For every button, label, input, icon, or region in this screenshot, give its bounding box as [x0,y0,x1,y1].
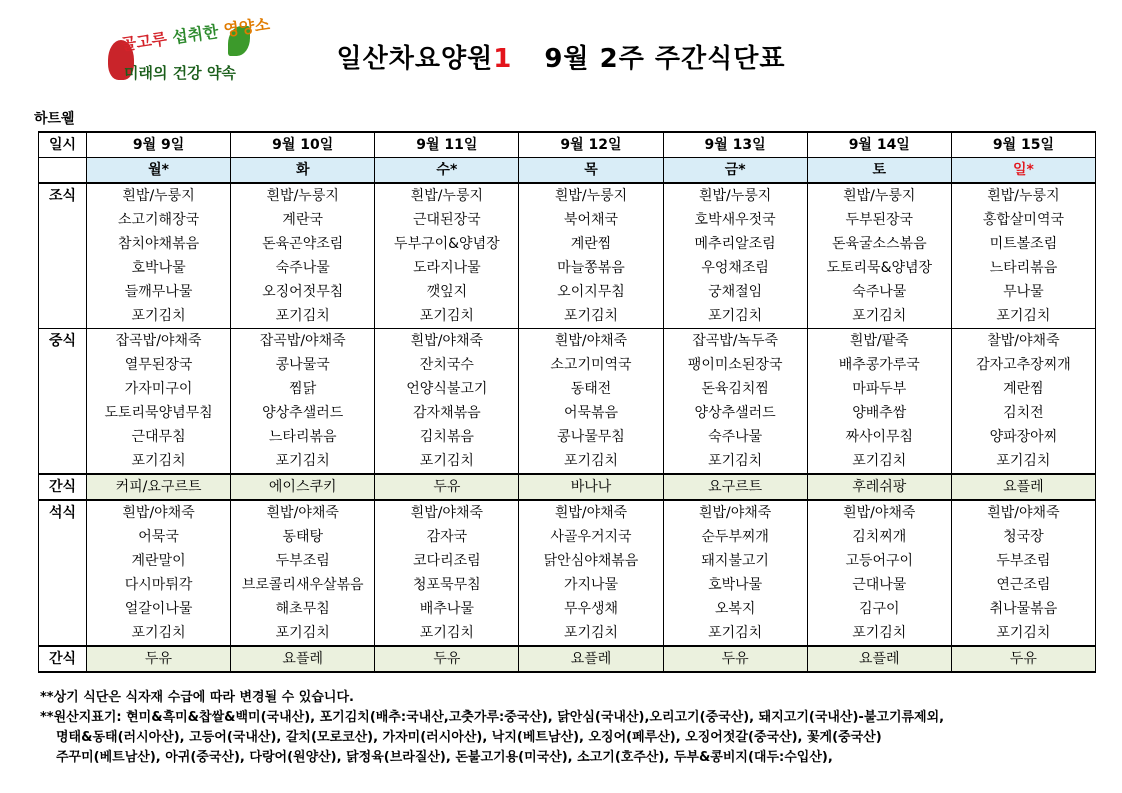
menu-item: 들깨무나물 [87,280,231,304]
menu-item: 호박나물 [87,256,231,280]
menu-item: 홍합살미역국 [951,208,1095,232]
weekday-cell: 수* [375,158,519,184]
weekday-cell: 화 [231,158,375,184]
snack-item: 요플레 [519,646,663,672]
dinner-row [39,525,1096,549]
origin-text-2: 명태&동태(러시아산), 고등어(국내산), 갈치(모로코산), 가자미(러시아산), 낙지(베트남산), 오징어(페루산), 오징어젓갈(중국산), 꽃게(중국산) [56,730,882,745]
weekday-cell: 일* [951,158,1095,184]
snack-item: 두유 [375,646,519,672]
date-cell: 9월 15일 [951,132,1095,158]
menu-item: 감자채볶음 [375,401,519,425]
menu-item: 무나물 [951,280,1095,304]
menu-item: 흰밥/야채죽 [663,500,807,525]
menu-item: 두부구이&양념장 [375,232,519,256]
snack-item: 두유 [663,646,807,672]
dinner-row [39,621,1096,646]
menu-item: 우엉채조림 [663,256,807,280]
menu-item: 다시마튀각 [87,573,231,597]
menu-item: 짜사이무침 [807,425,951,449]
menu-item: 포기김치 [375,621,519,646]
menu-item: 연근조림 [951,573,1095,597]
menu-item: 감자고추장찌개 [951,353,1095,377]
snack-item: 두유 [87,646,231,672]
menu-item: 숙주나물 [807,280,951,304]
snack-item: 요플레 [807,646,951,672]
menu-item: 계란말이 [87,549,231,573]
snack1-label: 간식 [39,474,87,500]
menu-item: 도토리묵&양념장 [807,256,951,280]
menu-item: 도토리묵양념무침 [87,401,231,425]
menu-item: 두부된장국 [807,208,951,232]
lunch-row [39,425,1096,449]
lunch-row [39,449,1096,474]
menu-item: 배추나물 [375,597,519,621]
facility-name: 일산차요양원 [336,44,494,74]
menu-item: 코다리조림 [375,549,519,573]
menu-item: 청포묵무침 [375,573,519,597]
menu-item: 취나물볶음 [951,597,1095,621]
snack-item: 후레쉬팡 [807,474,951,500]
subtitle: 하트웰 [34,111,75,127]
menu-item: 잡곡밥/야채죽 [87,329,231,354]
menu-item: 포기김치 [519,449,663,474]
menu-item: 콩나물무침 [519,425,663,449]
menu-item: 느타리볶음 [231,425,375,449]
menu-item: 숙주나물 [231,256,375,280]
breakfast-row [39,183,1096,208]
menu-item: 흰밥/야채죽 [375,500,519,525]
menu-item: 무우생채 [519,597,663,621]
menu-item: 어묵볶음 [519,401,663,425]
snack-item: 요플레 [951,474,1095,500]
date-cell: 9월 14일 [807,132,951,158]
menu-item: 소고기미역국 [519,353,663,377]
menu-item: 숙주나물 [663,425,807,449]
snack-item: 요플레 [231,646,375,672]
menu-item: 근대무침 [87,425,231,449]
weekday-cell: 월* [87,158,231,184]
dinner-label: 석식 [39,500,87,646]
breakfast-row [39,232,1096,256]
weekday-cell: 금* [663,158,807,184]
corner-label: 일시 [39,132,87,158]
menu-item: 돼지불고기 [663,549,807,573]
origin-text-3: 주꾸미(베트남산), 아귀(중국산), 다랑어(원양산), 닭정육(브라질산), 돈불고기용(미국산), 소고기(호주산), 두부&콩비지(대두:수입산), [56,750,833,765]
menu-item: 포기김치 [375,304,519,329]
lunch-row [39,377,1096,401]
date-cell: 9월 13일 [663,132,807,158]
menu-item: 메추리알조림 [663,232,807,256]
breakfast-row [39,208,1096,232]
menu-item: 계란국 [231,208,375,232]
menu-item: 궁채절임 [663,280,807,304]
menu-item: 포기김치 [87,449,231,474]
menu-item: 흰밥/야채죽 [87,500,231,525]
menu-item: 어묵국 [87,525,231,549]
snack2-row [39,646,1096,672]
facility-number: 1 [493,44,513,74]
menu-item: 브로콜리새우살볶음 [231,573,375,597]
menu-item: 포기김치 [231,449,375,474]
menu-item: 배추콩가루국 [807,353,951,377]
menu-item: 흰밥/누룽지 [807,183,951,208]
menu-item: 흰밥/야채죽 [375,329,519,354]
menu-table [38,131,1096,673]
menu-item: 김치볶음 [375,425,519,449]
breakfast-label: 조식 [39,183,87,329]
menu-item: 팽이미소된장국 [663,353,807,377]
snack2-label: 간식 [39,646,87,672]
menu-item: 포기김치 [231,621,375,646]
menu-item: 포기김치 [231,304,375,329]
menu-item: 호박새우젓국 [663,208,807,232]
menu-item: 찜닭 [231,377,375,401]
dinner-row [39,500,1096,525]
menu-item: 양배추쌈 [807,401,951,425]
snack-item: 두유 [375,474,519,500]
menu-item: 가자미구이 [87,377,231,401]
logo-tagline: 미래의 건강 약속 [124,64,236,82]
week-label: 9월 2주 주간식단표 [544,44,786,74]
menu-item: 오징어젓무침 [231,280,375,304]
menu-item: 참치야채볶음 [87,232,231,256]
menu-item: 감자국 [375,525,519,549]
menu-item: 흰밥/야채죽 [519,500,663,525]
menu-item: 포기김치 [951,304,1095,329]
menu-item: 흰밥/야채죽 [231,500,375,525]
menu-item: 가지나물 [519,573,663,597]
menu-item: 포기김치 [951,621,1095,646]
origin-text-1: **원산지표기: 현미&흑미&찹쌀&백미(국내산), 포기김치(배추:국내산,고춧가루:중국산), 닭안심(국내산),오리고기(중국산), 돼지고기(국내산)-불고기류제외, [40,710,945,725]
menu-item: 콩나물국 [231,353,375,377]
menu-item: 포기김치 [807,621,951,646]
menu-item: 양상추샐러드 [663,401,807,425]
menu-item: 닭안심야채볶음 [519,549,663,573]
menu-item: 마파두부 [807,377,951,401]
date-row [39,132,1096,158]
snack1-row [39,474,1096,500]
menu-item: 흰밥/야채죽 [807,500,951,525]
menu-item: 찰밥/야채죽 [951,329,1095,354]
menu-item: 돈육김치찜 [663,377,807,401]
menu-item: 동태탕 [231,525,375,549]
menu-item: 흰밥/팥죽 [807,329,951,354]
menu-item: 언양식불고기 [375,377,519,401]
menu-item: 두부조림 [231,549,375,573]
menu-item: 포기김치 [807,304,951,329]
menu-item: 계란찜 [951,377,1095,401]
menu-item: 양파장아찌 [951,425,1095,449]
date-cell: 9월 12일 [519,132,663,158]
menu-item: 순두부찌개 [663,525,807,549]
menu-item: 두부조림 [951,549,1095,573]
menu-item: 돈육곤약조림 [231,232,375,256]
snack-item: 바나나 [519,474,663,500]
date-cell: 9월 11일 [375,132,519,158]
menu-item: 흰밥/누룽지 [375,183,519,208]
menu-item: 포기김치 [807,449,951,474]
menu-item: 김구이 [807,597,951,621]
snack-item: 요구르트 [663,474,807,500]
menu-item: 흰밥/누룽지 [87,183,231,208]
date-cell: 9월 10일 [231,132,375,158]
dinner-row [39,597,1096,621]
menu-item: 느타리볶음 [951,256,1095,280]
menu-item: 돈육굴소스볶음 [807,232,951,256]
menu-item: 포기김치 [663,621,807,646]
menu-item: 소고기해장국 [87,208,231,232]
menu-item: 근대된장국 [375,208,519,232]
dinner-row [39,549,1096,573]
menu-item: 포기김치 [663,449,807,474]
menu-item: 잔치국수 [375,353,519,377]
logo-slogan: 골고루 섭취한 영양소 [119,14,272,55]
menu-item: 포기김치 [663,304,807,329]
menu-item: 고등어구이 [807,549,951,573]
breakfast-row [39,256,1096,280]
menu-item: 사골우거지국 [519,525,663,549]
lunch-row [39,401,1096,425]
page-title [0,38,1122,75]
menu-item: 포기김치 [87,304,231,329]
menu-item: 해초무침 [231,597,375,621]
menu-item: 김치찌개 [807,525,951,549]
menu-item: 도라지나물 [375,256,519,280]
menu-item: 얼갈이나물 [87,597,231,621]
lunch-row [39,329,1096,354]
notes [40,688,944,768]
menu-item: 흰밥/누룽지 [519,183,663,208]
menu-item: 포기김치 [519,621,663,646]
menu-item: 포기김치 [375,449,519,474]
menu-item: 미트볼조림 [951,232,1095,256]
menu-item: 김치전 [951,401,1095,425]
menu-item: 열무된장국 [87,353,231,377]
date-cell: 9월 9일 [87,132,231,158]
weekday-row [39,158,1096,184]
menu-item: 호박나물 [663,573,807,597]
lunch-label: 중식 [39,329,87,475]
menu-item: 포기김치 [951,449,1095,474]
breakfast-row [39,304,1096,329]
menu-item: 흰밥/야채죽 [951,500,1095,525]
menu-item: 근대나물 [807,573,951,597]
menu-item: 흰밥/누룽지 [663,183,807,208]
menu-item: 포기김치 [519,304,663,329]
weekday-cell: 목 [519,158,663,184]
snack-item: 에이스쿠키 [231,474,375,500]
lunch-row [39,353,1096,377]
menu-item: 흰밥/누룽지 [951,183,1095,208]
menu-item: 잡곡밥/야채죽 [231,329,375,354]
menu-item: 흰밥/야채죽 [519,329,663,354]
dinner-row [39,573,1096,597]
menu-item: 양상추샐러드 [231,401,375,425]
notice-text: **상기 식단은 식자재 수급에 따라 변경될 수 있습니다. [40,690,354,705]
menu-item: 청국장 [951,525,1095,549]
menu-item: 잡곡밥/녹두죽 [663,329,807,354]
menu-item: 마늘쫑볶음 [519,256,663,280]
menu-item: 포기김치 [87,621,231,646]
breakfast-row [39,280,1096,304]
blank-cell [39,158,87,184]
menu-item: 동태전 [519,377,663,401]
menu-item: 오이지무침 [519,280,663,304]
weekday-cell: 토 [807,158,951,184]
menu-item: 계란찜 [519,232,663,256]
menu-item: 오복지 [663,597,807,621]
snack-item: 두유 [951,646,1095,672]
menu-item: 깻잎지 [375,280,519,304]
menu-item: 북어채국 [519,208,663,232]
menu-item: 흰밥/누룽지 [231,183,375,208]
snack-item: 커피/요구르트 [87,474,231,500]
